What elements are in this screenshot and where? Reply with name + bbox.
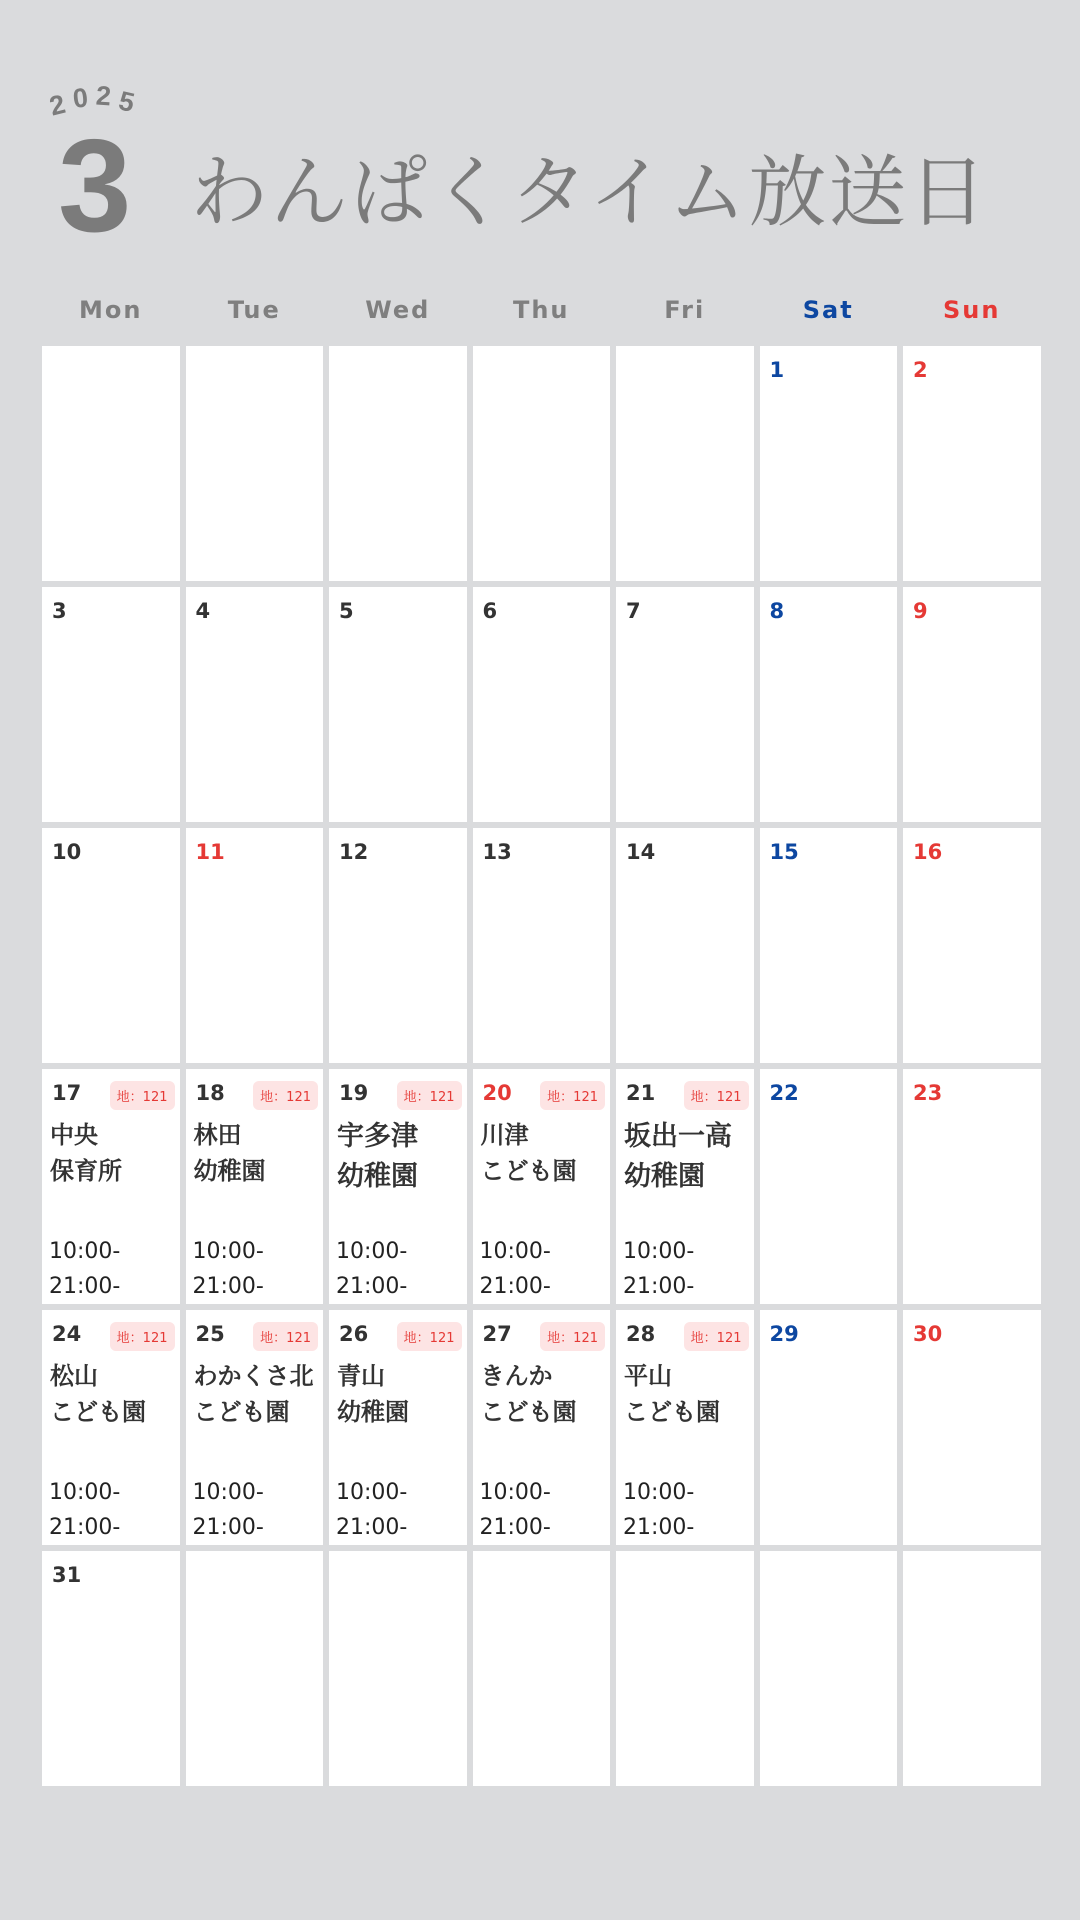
day-cell[interactable] <box>42 1551 180 1786</box>
day-cell[interactable] <box>42 828 180 1063</box>
day-cell[interactable] <box>186 828 324 1063</box>
day-number: 14 <box>626 840 656 864</box>
day-number: 24 <box>52 1322 82 1346</box>
day-cell[interactable] <box>903 587 1041 822</box>
venue-name <box>50 1358 146 1430</box>
empty-day-cell <box>329 1551 467 1786</box>
broadcast-time: 10:00- <box>192 1239 264 1264</box>
empty-day-cell <box>616 1551 754 1786</box>
day-cell[interactable] <box>42 587 180 822</box>
day-number: 8 <box>769 599 785 623</box>
weekday-thu: Thu <box>512 296 570 324</box>
day-number: 4 <box>195 599 211 623</box>
day-cell[interactable] <box>329 828 467 1063</box>
venue-line: 平山 <box>624 1362 672 1390</box>
day-number: 1 <box>769 358 785 382</box>
broadcast-times <box>480 1234 551 1304</box>
broadcast-time: 21:00- <box>479 1515 551 1540</box>
day-number: 7 <box>626 599 641 623</box>
day-cell[interactable] <box>760 587 898 822</box>
venue-line: こども園 <box>480 1157 577 1185</box>
empty-day-cell <box>186 1551 324 1786</box>
day-cell[interactable] <box>473 1069 611 1304</box>
broadcast-time: 21:00- <box>49 1515 121 1540</box>
day-cell[interactable] <box>760 828 898 1063</box>
day-number: 2 <box>913 358 928 382</box>
weekday-header <box>42 296 1041 324</box>
day-cell[interactable] <box>42 1310 180 1545</box>
channel-badge: 地：121 <box>540 1322 605 1351</box>
channel-badge: 地：121 <box>684 1081 749 1110</box>
day-number: 26 <box>339 1322 369 1346</box>
day-number: 12 <box>339 840 369 864</box>
day-cell[interactable] <box>616 1069 754 1304</box>
year-digit: 2 <box>46 88 71 122</box>
day-number: 5 <box>339 599 354 623</box>
weekday-tue: Tue <box>227 296 281 324</box>
day-number: 11 <box>195 840 225 864</box>
venue-line: こども園 <box>624 1398 720 1426</box>
venue-line: きんか <box>480 1362 553 1390</box>
venue-line: わかくさ北 <box>193 1362 314 1390</box>
venue-line: 幼稚園 <box>193 1157 266 1185</box>
day-number: 31 <box>52 1563 82 1587</box>
venue-name <box>481 1117 577 1189</box>
day-number: 6 <box>482 599 498 623</box>
broadcast-time: 10:00- <box>336 1239 408 1264</box>
channel-badge: 地：121 <box>397 1322 462 1351</box>
broadcast-time: 10:00- <box>479 1480 551 1505</box>
day-number: 16 <box>913 840 943 864</box>
year-digit: 5 <box>116 85 140 119</box>
broadcast-time: 21:00- <box>623 1515 695 1540</box>
day-cell[interactable] <box>186 1069 324 1304</box>
channel-badge: 地：121 <box>397 1081 462 1110</box>
broadcast-time: 21:00- <box>479 1274 551 1299</box>
venue-line: 林田 <box>193 1121 242 1149</box>
day-cell[interactable] <box>616 587 754 822</box>
channel-badge: 地：121 <box>540 1081 605 1110</box>
day-number: 22 <box>769 1081 799 1105</box>
channel-badge: 地：121 <box>253 1081 318 1110</box>
day-number: 18 <box>195 1081 225 1105</box>
broadcast-time: 10:00- <box>192 1480 264 1505</box>
venue-name <box>481 1358 577 1430</box>
broadcast-time: 21:00- <box>336 1274 408 1299</box>
month-number: 3 <box>58 112 132 259</box>
day-cell[interactable] <box>903 346 1041 581</box>
empty-day-cell <box>473 1551 611 1786</box>
day-cell[interactable] <box>186 1310 324 1545</box>
empty-day-cell <box>760 1551 898 1786</box>
venue-line: 青山 <box>337 1362 385 1390</box>
venue-name <box>337 1117 418 1197</box>
page-title: わんぱくタイム放送日 <box>190 148 989 238</box>
venue-line: 宇多津 <box>337 1121 418 1152</box>
empty-day-cell <box>186 346 324 581</box>
day-cell[interactable] <box>329 587 467 822</box>
broadcast-time: 10:00- <box>49 1239 121 1264</box>
venue-line: 中央 <box>50 1121 98 1149</box>
day-number: 21 <box>626 1081 656 1105</box>
broadcast-time: 21:00- <box>623 1274 695 1299</box>
broadcast-time: 21:00- <box>192 1274 264 1299</box>
broadcast-times <box>49 1234 120 1304</box>
day-cell[interactable] <box>616 1310 754 1545</box>
broadcast-times <box>336 1475 407 1545</box>
calendar-grid <box>42 346 1041 1786</box>
weekday-sun: Sun <box>943 296 1001 324</box>
day-number: 13 <box>482 840 512 864</box>
day-cell[interactable] <box>473 587 611 822</box>
broadcast-time: 21:00- <box>336 1515 408 1540</box>
broadcast-times <box>193 1234 264 1304</box>
empty-day-cell <box>42 346 180 581</box>
day-cell[interactable] <box>329 1069 467 1304</box>
day-number: 19 <box>339 1081 369 1105</box>
empty-day-cell <box>616 346 754 581</box>
broadcast-time: 10:00- <box>49 1480 121 1505</box>
empty-day-cell <box>473 346 611 581</box>
broadcast-times <box>49 1475 120 1545</box>
empty-day-cell <box>329 346 467 581</box>
day-number: 10 <box>52 840 82 864</box>
day-cell[interactable] <box>473 1310 611 1545</box>
venue-name <box>337 1358 409 1430</box>
day-number: 29 <box>769 1322 799 1346</box>
day-number: 15 <box>769 840 799 864</box>
broadcast-time: 21:00- <box>192 1515 264 1540</box>
day-cell[interactable] <box>473 828 611 1063</box>
day-cell[interactable] <box>616 828 754 1063</box>
venue-line: こども園 <box>193 1398 290 1426</box>
weekday-mon: Mon <box>79 296 143 324</box>
day-cell[interactable] <box>903 1069 1041 1304</box>
channel-badge: 地：121 <box>110 1081 175 1110</box>
venue-line: 幼稚園 <box>337 1161 418 1192</box>
day-cell[interactable] <box>760 1069 898 1304</box>
day-number: 30 <box>913 1322 943 1346</box>
broadcast-time: 10:00- <box>623 1239 695 1264</box>
day-cell[interactable] <box>760 1310 898 1545</box>
venue-line: 保育所 <box>50 1157 122 1185</box>
day-cell[interactable] <box>329 1310 467 1545</box>
weekday-sat: Sat <box>802 296 854 324</box>
day-number: 17 <box>52 1081 82 1105</box>
day-cell[interactable] <box>186 587 324 822</box>
year-digit: 2 <box>95 80 115 112</box>
day-number: 25 <box>195 1322 225 1346</box>
venue-line: 松山 <box>50 1362 98 1390</box>
broadcast-time: 10:00- <box>479 1239 551 1264</box>
venue-line: こども園 <box>480 1398 577 1426</box>
weekday-wed: Wed <box>365 296 431 324</box>
year-label <box>46 80 140 122</box>
channel-badge: 地：121 <box>110 1322 175 1351</box>
venue-line: 川津 <box>480 1121 529 1149</box>
channel-badge: 地：121 <box>253 1322 318 1351</box>
venue-line: 坂出一高 <box>624 1121 732 1152</box>
year-digit: 0 <box>71 82 92 114</box>
venue-name <box>194 1117 266 1189</box>
broadcast-times <box>336 1234 407 1304</box>
day-number: 9 <box>913 599 928 623</box>
broadcast-times <box>623 1475 694 1545</box>
venue-line: 幼稚園 <box>624 1161 705 1192</box>
broadcast-time: 21:00- <box>49 1274 121 1299</box>
broadcast-time: 10:00- <box>336 1480 408 1505</box>
day-number: 23 <box>913 1081 943 1105</box>
empty-day-cell <box>903 1551 1041 1786</box>
day-number: 28 <box>626 1322 656 1346</box>
broadcast-time: 10:00- <box>623 1480 695 1505</box>
weekday-fri: Fri <box>664 296 706 324</box>
venue-name <box>50 1117 122 1189</box>
day-number: 3 <box>52 599 67 623</box>
day-cell[interactable] <box>903 1310 1041 1545</box>
venue-name <box>194 1358 314 1430</box>
day-cell[interactable] <box>42 1069 180 1304</box>
channel-badge: 地：121 <box>684 1322 749 1351</box>
venue-line: 幼稚園 <box>337 1398 409 1426</box>
broadcast-times <box>623 1234 694 1304</box>
venue-name <box>624 1117 732 1197</box>
broadcast-times <box>193 1475 264 1545</box>
day-cell[interactable] <box>903 828 1041 1063</box>
broadcast-times <box>480 1475 551 1545</box>
day-cell[interactable] <box>760 346 898 581</box>
venue-name <box>624 1358 720 1430</box>
day-number: 27 <box>482 1322 512 1346</box>
day-number: 20 <box>482 1081 512 1105</box>
venue-line: こども園 <box>50 1398 146 1426</box>
